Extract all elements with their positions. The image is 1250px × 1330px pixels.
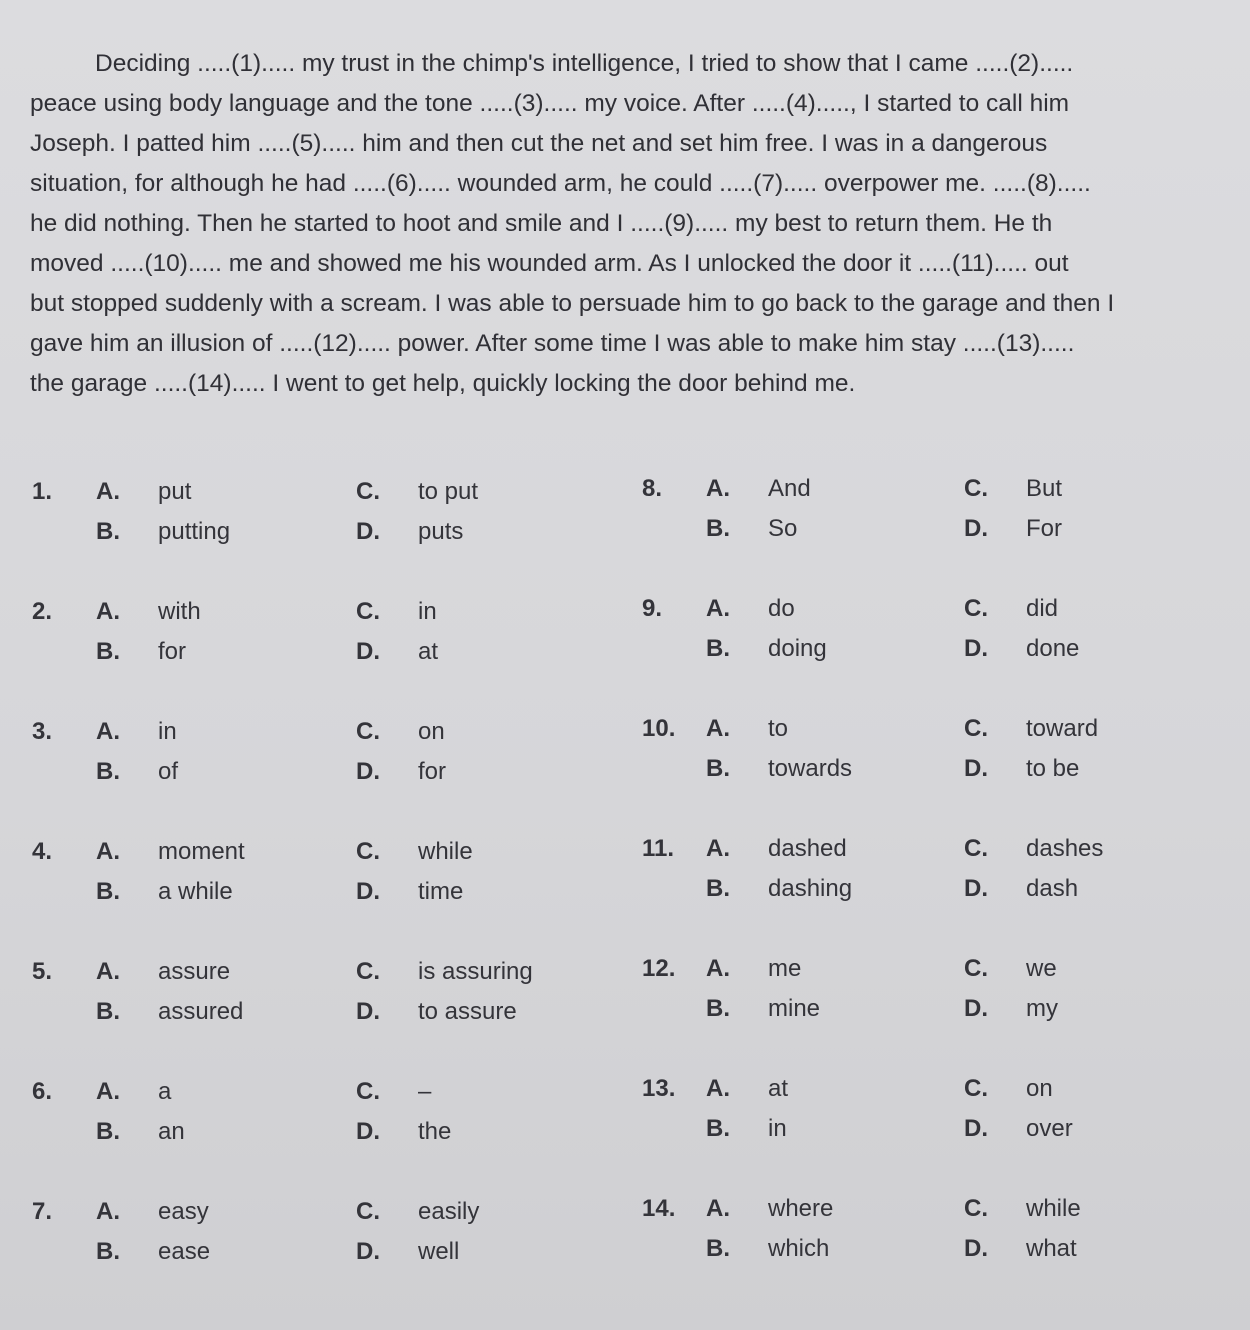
option-text: done [1026, 635, 1080, 662]
option-text: putting [158, 518, 231, 545]
answer-option[interactable] [706, 1195, 833, 1223]
answer-option[interactable] [356, 1118, 451, 1146]
option-text: me [768, 955, 802, 982]
option-letter: B. [96, 1238, 120, 1265]
option-letter: C. [964, 955, 988, 982]
option-letter: B. [706, 995, 730, 1022]
answer-option[interactable] [706, 595, 795, 623]
answer-option[interactable] [96, 478, 191, 506]
passage-line: moved .....(10)..... me and showed me his wounded arm. As I unlocked the door it .....(11)..... out [30, 250, 1069, 277]
passage-line: situation, for although he had .....(6)..... wounded arm, he could .....(7)..... overpower me. .....(8)..... [30, 170, 1091, 197]
answer-option[interactable] [356, 1238, 459, 1266]
option-text: at [418, 638, 439, 665]
option-text: in [158, 718, 177, 745]
answer-option[interactable] [964, 1115, 1073, 1143]
answer-option[interactable] [706, 995, 820, 1023]
answer-option[interactable] [964, 595, 1058, 623]
option-text: easily [418, 1198, 480, 1225]
answer-option[interactable] [964, 835, 1103, 863]
option-letter: B. [706, 1115, 730, 1142]
option-text: while [418, 838, 473, 865]
option-letter: C. [964, 835, 988, 862]
option-letter: D. [356, 518, 380, 545]
option-text: my [1026, 995, 1058, 1022]
option-letter: A. [96, 1078, 120, 1105]
option-letter: A. [96, 478, 120, 505]
question-number: 9. [642, 595, 663, 622]
answer-option[interactable] [356, 718, 445, 746]
option-text: dashed [768, 835, 847, 862]
option-text: what [1026, 1235, 1077, 1262]
answer-option[interactable] [356, 518, 463, 546]
option-text: to put [418, 478, 479, 505]
question-number: 8. [642, 475, 663, 502]
option-letter: C. [964, 1195, 988, 1222]
option-letter: D. [964, 515, 988, 542]
answer-option[interactable] [356, 1198, 479, 1226]
option-text: an [158, 1118, 185, 1145]
option-letter: C. [356, 1198, 380, 1225]
option-letter: C. [964, 715, 988, 742]
passage-line: Joseph. I patted him .....(5)..... him and then cut the net and set him free. I was in a dangerous [30, 130, 1048, 157]
answer-option[interactable] [706, 515, 797, 543]
answer-option[interactable] [356, 758, 446, 786]
option-text: time [418, 878, 464, 905]
answer-option[interactable] [706, 475, 811, 503]
question-number: 12. [642, 955, 676, 982]
option-text: dashes [1026, 835, 1104, 862]
question-number: 4. [32, 838, 53, 865]
answer-option[interactable] [706, 715, 788, 743]
option-letter: B. [96, 1118, 120, 1145]
answer-option[interactable] [96, 1118, 185, 1146]
option-letter: A. [706, 475, 730, 502]
option-text: But [1026, 475, 1063, 502]
answer-option[interactable] [706, 1115, 787, 1143]
option-letter: C. [356, 478, 380, 505]
answer-option[interactable] [96, 598, 201, 626]
option-text: on [418, 718, 445, 745]
option-letter: B. [96, 878, 120, 905]
option-text: for [158, 638, 187, 665]
passage-line: gave him an illusion of .....(12)..... power. After some time I was able to make him stay .....(13)..... [30, 330, 1075, 357]
option-text: where [768, 1195, 834, 1222]
option-text: while [1026, 1195, 1081, 1222]
option-letter: D. [964, 1115, 988, 1142]
option-letter: C. [356, 598, 380, 625]
option-letter: B. [96, 638, 120, 665]
option-text: to [768, 715, 789, 742]
answer-option[interactable] [96, 1198, 209, 1226]
answer-option[interactable] [964, 755, 1079, 783]
option-letter: B. [706, 515, 730, 542]
answer-option[interactable] [964, 995, 1058, 1023]
question-number: 3. [32, 718, 53, 745]
answer-option[interactable] [96, 758, 178, 786]
option-letter: B. [96, 518, 120, 545]
option-letter: D. [356, 998, 380, 1025]
option-letter: D. [964, 635, 988, 662]
option-text: ease [158, 1238, 211, 1265]
option-text: at [768, 1075, 789, 1102]
option-letter: D. [964, 1235, 988, 1262]
answer-option[interactable] [96, 518, 230, 546]
option-text: over [1026, 1115, 1073, 1142]
answer-option[interactable] [356, 878, 463, 906]
passage-line: peace using body language and the tone .....(3)..... my voice. After .....(4)....., I started to call him [30, 90, 1070, 117]
answer-option[interactable] [964, 715, 1098, 743]
option-letter: C. [356, 1078, 380, 1105]
option-letter: B. [96, 758, 120, 785]
option-letter: D. [356, 1118, 380, 1145]
option-letter: C. [964, 595, 988, 622]
answer-option[interactable] [96, 1078, 171, 1106]
answer-option[interactable] [96, 838, 245, 866]
option-letter: A. [96, 718, 120, 745]
passage-line: he did nothing. Then he started to hoot and smile and I .....(9)..... my best to return them. He th [30, 210, 1053, 237]
option-text: in [768, 1115, 787, 1142]
option-letter: A. [96, 598, 120, 625]
option-letter: A. [706, 835, 730, 862]
option-text: well [418, 1238, 460, 1265]
option-text: moment [158, 838, 245, 865]
option-text: assured [158, 998, 244, 1025]
option-text: put [158, 478, 192, 505]
answer-option[interactable] [706, 955, 801, 983]
option-text: the [418, 1118, 452, 1145]
question-number: 5. [32, 958, 53, 985]
answer-option[interactable] [964, 1235, 1077, 1263]
option-text: And [768, 475, 811, 502]
option-letter: D. [964, 995, 988, 1022]
option-text: of [158, 758, 179, 785]
option-letter: A. [96, 1198, 120, 1225]
option-letter: D. [356, 878, 380, 905]
answer-option[interactable] [964, 1075, 1053, 1103]
option-letter: B. [706, 1235, 730, 1262]
option-letter: C. [964, 475, 988, 502]
question-number: 6. [32, 1078, 53, 1105]
option-letter: C. [356, 958, 380, 985]
option-text: For [1026, 515, 1062, 542]
question-number: 14. [642, 1195, 676, 1222]
answer-option[interactable] [964, 875, 1078, 903]
question-number: 1. [32, 478, 53, 505]
option-letter: B. [96, 998, 120, 1025]
answer-option[interactable] [706, 875, 852, 903]
option-letter: D. [356, 1238, 380, 1265]
option-letter: A. [706, 715, 730, 742]
passage-line: but stopped suddenly with a scream. I was able to persuade him to go back to the garage and then I [30, 290, 1115, 317]
option-text: do [768, 595, 795, 622]
option-text: mine [768, 995, 821, 1022]
option-letter: C. [356, 838, 380, 865]
answer-option[interactable] [96, 718, 177, 746]
answer-option[interactable] [706, 1235, 829, 1263]
option-letter: D. [356, 638, 380, 665]
option-letter: C. [356, 718, 380, 745]
option-letter: A. [706, 595, 730, 622]
answer-option[interactable] [706, 1075, 788, 1103]
answer-option[interactable] [964, 475, 1062, 503]
option-letter: B. [706, 875, 730, 902]
option-text: a [158, 1078, 172, 1105]
option-text: So [768, 515, 798, 542]
option-letter: A. [706, 1195, 730, 1222]
answer-option[interactable] [96, 958, 230, 986]
option-letter: D. [964, 755, 988, 782]
answer-option[interactable] [356, 838, 473, 866]
question-number: 7. [32, 1198, 53, 1225]
cloze-passage [30, 44, 1205, 404]
option-text: on [1026, 1075, 1053, 1102]
option-text: dashing [768, 875, 853, 902]
option-letter: A. [96, 838, 120, 865]
option-text: we [1026, 955, 1057, 982]
option-letter: A. [706, 1075, 730, 1102]
option-letter: C. [964, 1075, 988, 1102]
option-letter: B. [706, 635, 730, 662]
option-text: dash [1026, 875, 1079, 902]
answer-option[interactable] [706, 835, 847, 863]
option-text: is assuring [418, 958, 533, 985]
answer-option[interactable] [96, 998, 243, 1026]
option-letter: B. [706, 755, 730, 782]
option-letter: D. [964, 875, 988, 902]
option-text: – [418, 1078, 432, 1105]
option-text: puts [418, 518, 464, 545]
option-text: assure [158, 958, 231, 985]
answer-option[interactable] [356, 598, 437, 626]
option-text: which [768, 1235, 830, 1262]
option-text: to assure [418, 998, 517, 1025]
answer-option[interactable] [964, 955, 1057, 983]
answer-option[interactable] [356, 638, 438, 666]
answer-option[interactable] [356, 1078, 431, 1106]
option-text: a while [158, 878, 233, 905]
option-text: did [1026, 595, 1059, 622]
option-text: for [418, 758, 447, 785]
option-text: easy [158, 1198, 209, 1225]
answer-option[interactable] [706, 755, 852, 783]
question-number: 13. [642, 1075, 676, 1102]
passage-line: the garage .....(14)..... I went to get help, quickly locking the door behind me. [30, 370, 856, 397]
answer-option[interactable] [964, 515, 1062, 543]
answer-option[interactable] [964, 635, 1079, 663]
answer-option[interactable] [96, 638, 186, 666]
option-letter: A. [96, 958, 120, 985]
option-text: in [418, 598, 437, 625]
option-text: towards [768, 755, 853, 782]
answer-option[interactable] [96, 878, 233, 906]
passage-line: Deciding .....(1)..... my trust in the chimp's intelligence, I tried to show that I came .....(2)..... [95, 50, 1074, 77]
answer-option[interactable] [964, 1195, 1081, 1223]
question-number: 10. [642, 715, 676, 742]
option-letter: A. [706, 955, 730, 982]
answer-option[interactable] [356, 958, 533, 986]
answer-option[interactable] [706, 635, 827, 663]
option-text: with [158, 598, 201, 625]
option-text: to be [1026, 755, 1080, 782]
answer-option[interactable] [356, 998, 517, 1026]
answer-option[interactable] [356, 478, 478, 506]
question-number: 2. [32, 598, 53, 625]
option-text: doing [768, 635, 827, 662]
answer-option[interactable] [96, 1238, 210, 1266]
option-letter: D. [356, 758, 380, 785]
option-text: toward [1026, 715, 1099, 742]
question-number: 11. [642, 835, 675, 862]
